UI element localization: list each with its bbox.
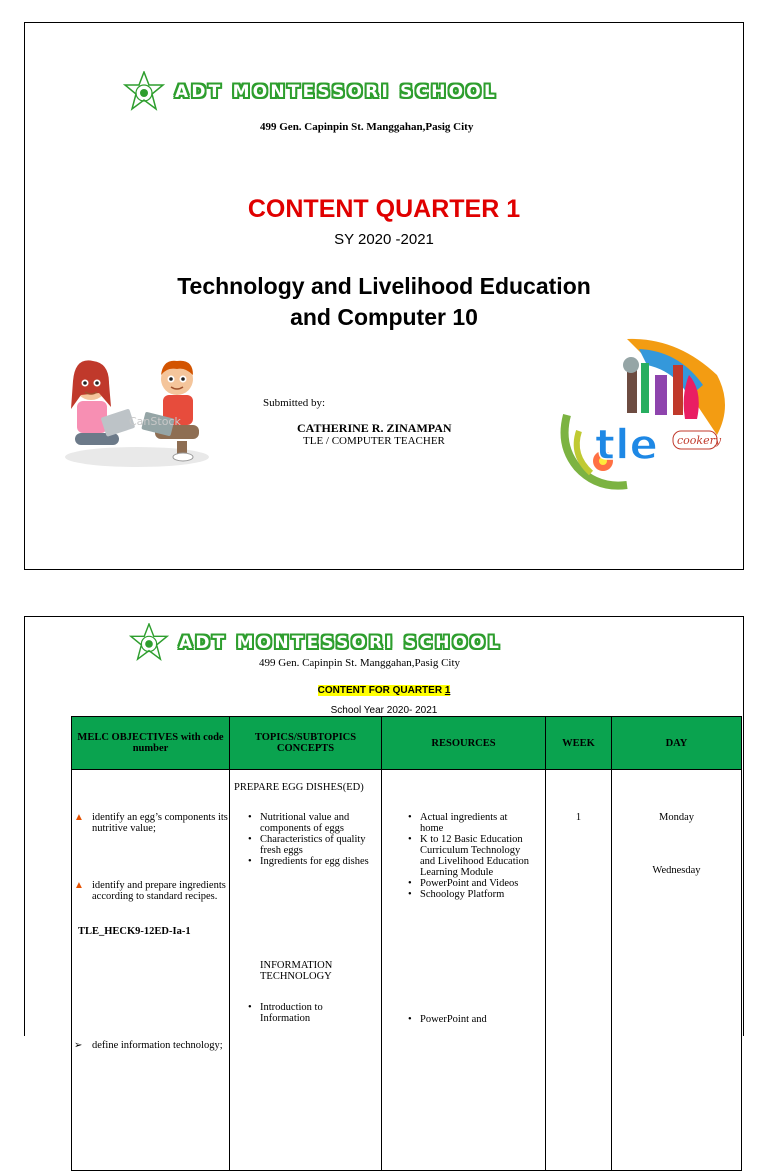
content-school-year: School Year 2020- 2021 (330, 705, 438, 716)
col-melc-objectives: MELC OBJECTIVES with code number (72, 717, 230, 770)
table-row (72, 770, 742, 1171)
school-address: 499 Gen. Capinpin St. Manggahan,Pasig City (260, 121, 474, 133)
objective-item: ▲ identify an egg’s components its nutritive value; (74, 812, 228, 834)
submitted-by-label: Submitted by: (263, 397, 326, 409)
topics-list (244, 1002, 375, 1024)
teacher-role: TLE / COMPUTER TEACHER (303, 435, 445, 447)
arrow-bullet-icon: ▲ (74, 812, 84, 823)
school-address-2: 499 Gen. Capinpin St. Manggahan,Pasig City (259, 657, 461, 669)
kids-with-laptops-image (59, 345, 219, 469)
list-item: • Actual ingredients at home (420, 812, 533, 834)
list-item: • Schoology Platform (420, 889, 533, 900)
school-name-2: ADT MONTESSORI SCHOOL (179, 633, 502, 653)
school-seal-icon (129, 623, 169, 663)
teacher-name: CATHERINE R. ZINAMPAN (297, 421, 452, 435)
list-item: • Ingredients for egg dishes (260, 856, 375, 867)
tle-logo-text: tle (595, 420, 658, 469)
subject-line-2: and Computer 10 (290, 304, 478, 330)
school-seal-icon (123, 71, 165, 113)
content-title-number: 1 (444, 685, 451, 696)
list-item: • K to 12 Basic Education Curriculum Technology and Livelihood Education Learning Module (420, 834, 533, 878)
list-item: • PowerPoint and Videos (420, 878, 533, 889)
melc-code: TLE_HECK9-12ED-Ia-1 (78, 926, 191, 937)
week-value: 1 (575, 812, 582, 823)
objective-item: ➢ define information technology; (74, 1040, 223, 1051)
topic-heading: INFORMATION TECHNOLOGY (260, 960, 333, 982)
list-item: • Characteristics of quality fresh eggs (260, 834, 375, 856)
school-name: ADT MONTESSORI SCHOOL (175, 82, 498, 102)
content-title-prefix: CONTENT FOR QUARTER (317, 685, 445, 696)
content-page (24, 616, 744, 1051)
cover-school-year: SY 2020 -2021 (334, 231, 434, 248)
cookery-badge-text: cookery (677, 434, 722, 447)
resources-list (404, 812, 533, 900)
arrow-bullet-icon: ➢ (74, 1040, 83, 1051)
cover-page (24, 22, 744, 570)
col-topics: TOPICS/SUBTOPICS CONCEPTS (230, 717, 382, 770)
resources-list (404, 1014, 533, 1025)
list-item: • Nutritional value and components of eggs (260, 812, 375, 834)
col-resources: RESOURCES (382, 717, 546, 770)
arrow-bullet-icon: ▲ (74, 880, 84, 891)
col-week: WEEK (546, 717, 612, 770)
objective-item: ▲ identify and prepare ingredients according to standard recipes. (74, 880, 226, 902)
list-item: • PowerPoint and (420, 1014, 533, 1025)
day-value: Monday (659, 812, 694, 823)
day-value: Wednesday (652, 865, 701, 876)
topics-list (244, 812, 375, 867)
content-title (25, 685, 743, 696)
school-header (123, 71, 498, 113)
cover-title: CONTENT QUARTER 1 (247, 195, 521, 223)
col-day: DAY (612, 717, 742, 770)
subject-line-1: Technology and Livelihood Education (177, 273, 591, 299)
list-item: • Introduction to Information (260, 1002, 375, 1024)
content-table (71, 716, 742, 1171)
topic-heading: PREPARE EGG DISHES(ED) (234, 782, 364, 793)
watermark-text: CanStock (129, 415, 181, 428)
table-header-row (72, 717, 742, 770)
tle-cookery-collage-image (557, 335, 735, 497)
